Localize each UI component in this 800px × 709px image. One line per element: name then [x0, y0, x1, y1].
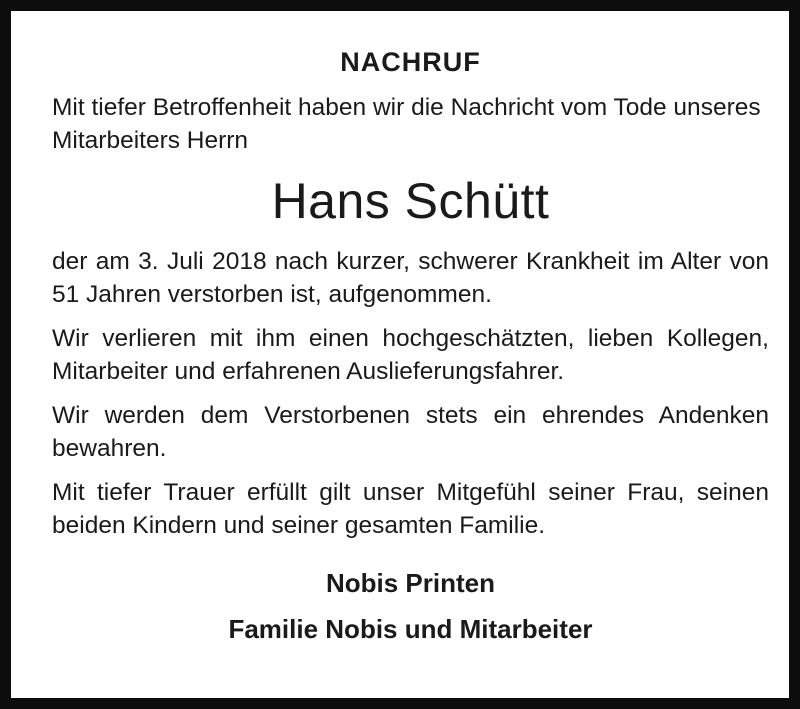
- signature-company: Nobis Printen: [325, 568, 495, 598]
- notice-content: [52, 45, 769, 646]
- paragraph-condolence: Mit tiefer Trauer erfüllt gilt unser Mitgefühl seiner Frau, seinen beiden Kindern und seiner gesamten Familie.: [52, 479, 769, 539]
- notice-heading: NACHRUF: [340, 47, 481, 77]
- signature-family: Familie Nobis und Mitarbeiter: [228, 614, 593, 644]
- paragraph-tribute: Wir verlieren mit ihm einen hochgeschätzten, lieben Kollegen, Mitarbeiter und erfahrenen Auslieferungsfahrer.: [52, 325, 769, 385]
- deceased-name: Hans Schütt: [271, 173, 550, 229]
- paragraph-remembrance: Wir werden dem Verstorbenen stets ein ehrendes Andenken bewahren.: [52, 402, 769, 462]
- paragraph-death-details: der am 3. Juli 2018 nach kurzer, schwerer Krankheit im Alter von 51 Jahren verstorben ist, aufgenommen.: [52, 248, 769, 308]
- intro-paragraph: Mit tiefer Betroffenheit haben wir die Nachricht vom Tode unseres Mitarbeiters Herrn: [52, 94, 761, 154]
